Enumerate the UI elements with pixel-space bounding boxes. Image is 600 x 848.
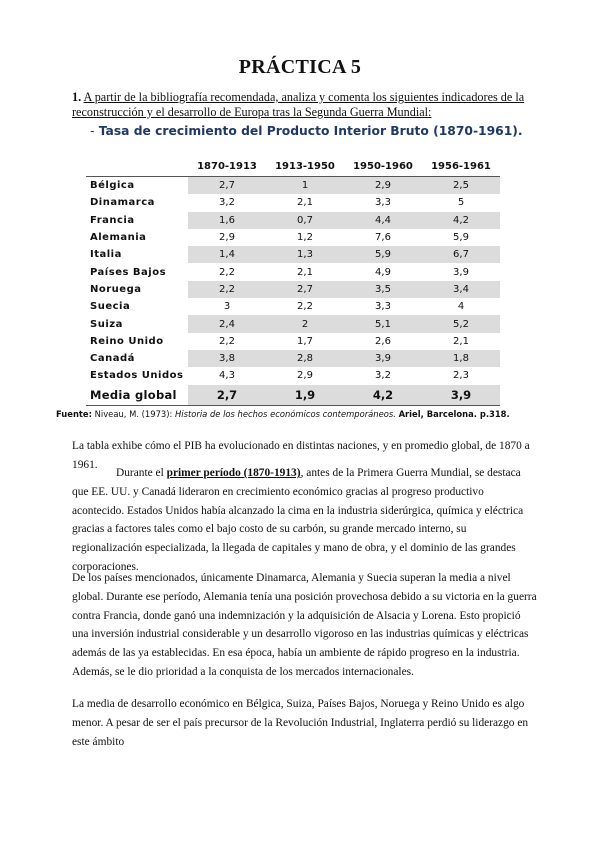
- country-cell: Bélgica: [90, 180, 135, 192]
- value-cell: 2,7: [266, 281, 344, 298]
- value-cell: 2,1: [297, 266, 313, 278]
- table-row: [86, 367, 500, 384]
- table-row: [86, 281, 500, 298]
- gdp-growth-table: [86, 156, 500, 406]
- value-cell: 1,3: [266, 246, 344, 263]
- country-cell: Suecia: [90, 301, 131, 313]
- value-cell: 4,4: [344, 212, 422, 229]
- value-cell: 3,2: [375, 370, 391, 382]
- paragraph-lower-average: La media de desarrollo económico en Bélgica, Suiza, Países Bajos, Noruega y Reino Unido es algo menor. A pesar de ser el país precursor de la Revolución Industrial, Inglaterra perdió su liderazgo en este ámbito: [72, 698, 529, 748]
- table-row: [86, 263, 500, 280]
- table-source: [56, 409, 556, 419]
- value-cell: 2,2: [188, 281, 266, 298]
- header-period: 1956-1961: [422, 156, 500, 177]
- value-cell: 3,2: [219, 197, 235, 209]
- value-cell: 2,1: [453, 335, 469, 347]
- value-cell: 0,7: [266, 212, 344, 229]
- table-heading-dash: -: [90, 124, 95, 138]
- value-cell: 3,3: [375, 197, 391, 209]
- country-cell: Reino Unido: [90, 335, 164, 347]
- country-cell: Dinamarca: [90, 197, 155, 209]
- paragraph-intro: La tabla exhibe cómo el PIB ha evolucionado en distintas naciones, y en promedio global, de 1870 a 1961.: [72, 440, 530, 471]
- table-row: [86, 212, 500, 229]
- table-row: [86, 229, 500, 246]
- value-cell: 1,4: [188, 246, 266, 263]
- value-cell: 4,9: [375, 266, 391, 278]
- table-row: [86, 177, 500, 195]
- global-value-cell: 3,9: [422, 385, 500, 406]
- value-cell: 1: [266, 177, 344, 195]
- header-period: 1870-1913: [188, 156, 266, 177]
- value-cell: 5,9: [453, 232, 469, 244]
- paragraph-rest: , antes de la Primera Guerra Mundial, se destaca que EE. UU. y Canadá lideraron en crecimiento económico gracias al progreso productivo acontecido. Estados Unidos había alcanzado la cima en la industria siderúrgica, química y eléctrica gracias a factores tales como el bajo costo de su carbón, su grande mercado interno, su regionalización especializada, la llegada de capitales y mano de obra, y el dominio de las grandes corporaciones.: [72, 467, 524, 573]
- country-cell: Países Bajos: [90, 266, 167, 278]
- table-row: [86, 298, 500, 315]
- value-cell: 3: [223, 301, 231, 313]
- value-cell: 2,6: [375, 335, 391, 347]
- first-period-emphasis: primer período (1870-1913): [166, 467, 301, 479]
- value-cell: 3,5: [344, 281, 422, 298]
- value-cell: 2,5: [422, 177, 500, 195]
- country-cell: Italia: [90, 249, 122, 261]
- table-heading: [90, 124, 530, 138]
- country-cell: Suiza: [90, 318, 123, 330]
- question-1: [72, 90, 530, 120]
- table-row: [86, 350, 500, 367]
- value-cell: 3,3: [375, 301, 391, 313]
- value-cell: 2,2: [297, 301, 313, 313]
- source-publisher: Ariel, Barcelona. p.318.: [398, 409, 510, 419]
- table-heading-text: Tasa de crecimiento del Producto Interior Bruto (1870-1961).: [98, 124, 523, 138]
- value-cell: 2,2: [219, 335, 235, 347]
- header-period: 1913-1950: [266, 156, 344, 177]
- header-period: 1950-1960: [344, 156, 422, 177]
- global-value-cell: 4,2: [344, 385, 422, 406]
- value-cell: 5: [457, 197, 465, 209]
- question-number: 1.: [72, 90, 82, 104]
- value-cell: 2,9: [219, 232, 235, 244]
- value-cell: 4,3: [219, 370, 235, 382]
- table-row: [86, 194, 500, 211]
- table-header-row: [86, 156, 500, 177]
- global-label-cell: Media global: [86, 385, 188, 406]
- value-cell: 1,8: [422, 350, 500, 367]
- value-cell: 2,9: [344, 177, 422, 195]
- value-cell: 3,4: [422, 281, 500, 298]
- question-text: A partir de la bibliografía recomendada, analiza y comenta los siguientes indicadores de la reconstrucción y el desarrollo de Europa tras la Segunda Guerra Mundial:: [72, 90, 525, 119]
- value-cell: 6,7: [422, 246, 500, 263]
- source-book-title: Historia de los hechos económicos contemporáneos.: [174, 409, 396, 419]
- table-row: [86, 315, 500, 332]
- country-cell: Canadá: [90, 353, 135, 365]
- value-cell: 3,8: [188, 350, 266, 367]
- header-empty-cell: [86, 156, 188, 177]
- global-value-cell: 2,7: [188, 385, 266, 406]
- value-cell: 5,1: [344, 315, 422, 332]
- value-cell: 2: [266, 315, 344, 332]
- value-cell: 2,3: [453, 370, 469, 382]
- country-cell: Noruega: [90, 283, 142, 295]
- value-cell: 1,7: [297, 335, 313, 347]
- source-author: Niveau, M. (1973):: [94, 409, 173, 419]
- table-row: [86, 246, 500, 263]
- source-label: Fuente:: [56, 409, 92, 419]
- paragraph-first-period: [72, 464, 538, 577]
- value-cell: 4,2: [422, 212, 500, 229]
- value-cell: 2,1: [297, 197, 313, 209]
- value-cell: 1,2: [297, 232, 313, 244]
- paragraph-germany: De los países mencionados, únicamente Dinamarca, Alemania y Suecia superan la media a nivel global. Durante ese período, Alemania tenía una posición provechosa debido a su victoria en la guerra contra Francia, donde ganó una indemnización y la adquisición de Alsacia y Lorena. Esto propició una inversión industrial considerable y un desarrollo vigoroso en las industrias químicas y eléctricas además de las ya establecidas. En esa época, había un ambiente de rápido progreso en la industria. Además, se le dio prioridad a la conquista de los mercados internacionales.: [72, 572, 537, 678]
- value-cell: 1,6: [188, 212, 266, 229]
- value-cell: 2,7: [188, 177, 266, 195]
- table-row: [86, 333, 500, 350]
- global-value-cell: 1,9: [266, 385, 344, 406]
- value-cell: 7,6: [375, 232, 391, 244]
- value-cell: 3,9: [453, 266, 469, 278]
- global-average-row: [86, 385, 500, 406]
- value-cell: 2,2: [219, 266, 235, 278]
- value-cell: 2,4: [188, 315, 266, 332]
- value-cell: 2,8: [266, 350, 344, 367]
- value-cell: 5,9: [344, 246, 422, 263]
- country-cell: Estados Unidos: [90, 370, 184, 382]
- value-cell: 5,2: [422, 315, 500, 332]
- value-cell: 2,9: [297, 370, 313, 382]
- page-title: PRÁCTICA 5: [238, 56, 362, 78]
- value-cell: 3,9: [344, 350, 422, 367]
- paragraph-start: Durante el: [116, 467, 164, 479]
- country-cell: Alemania: [90, 232, 147, 244]
- value-cell: 4: [457, 301, 465, 313]
- country-cell: Francia: [90, 214, 135, 226]
